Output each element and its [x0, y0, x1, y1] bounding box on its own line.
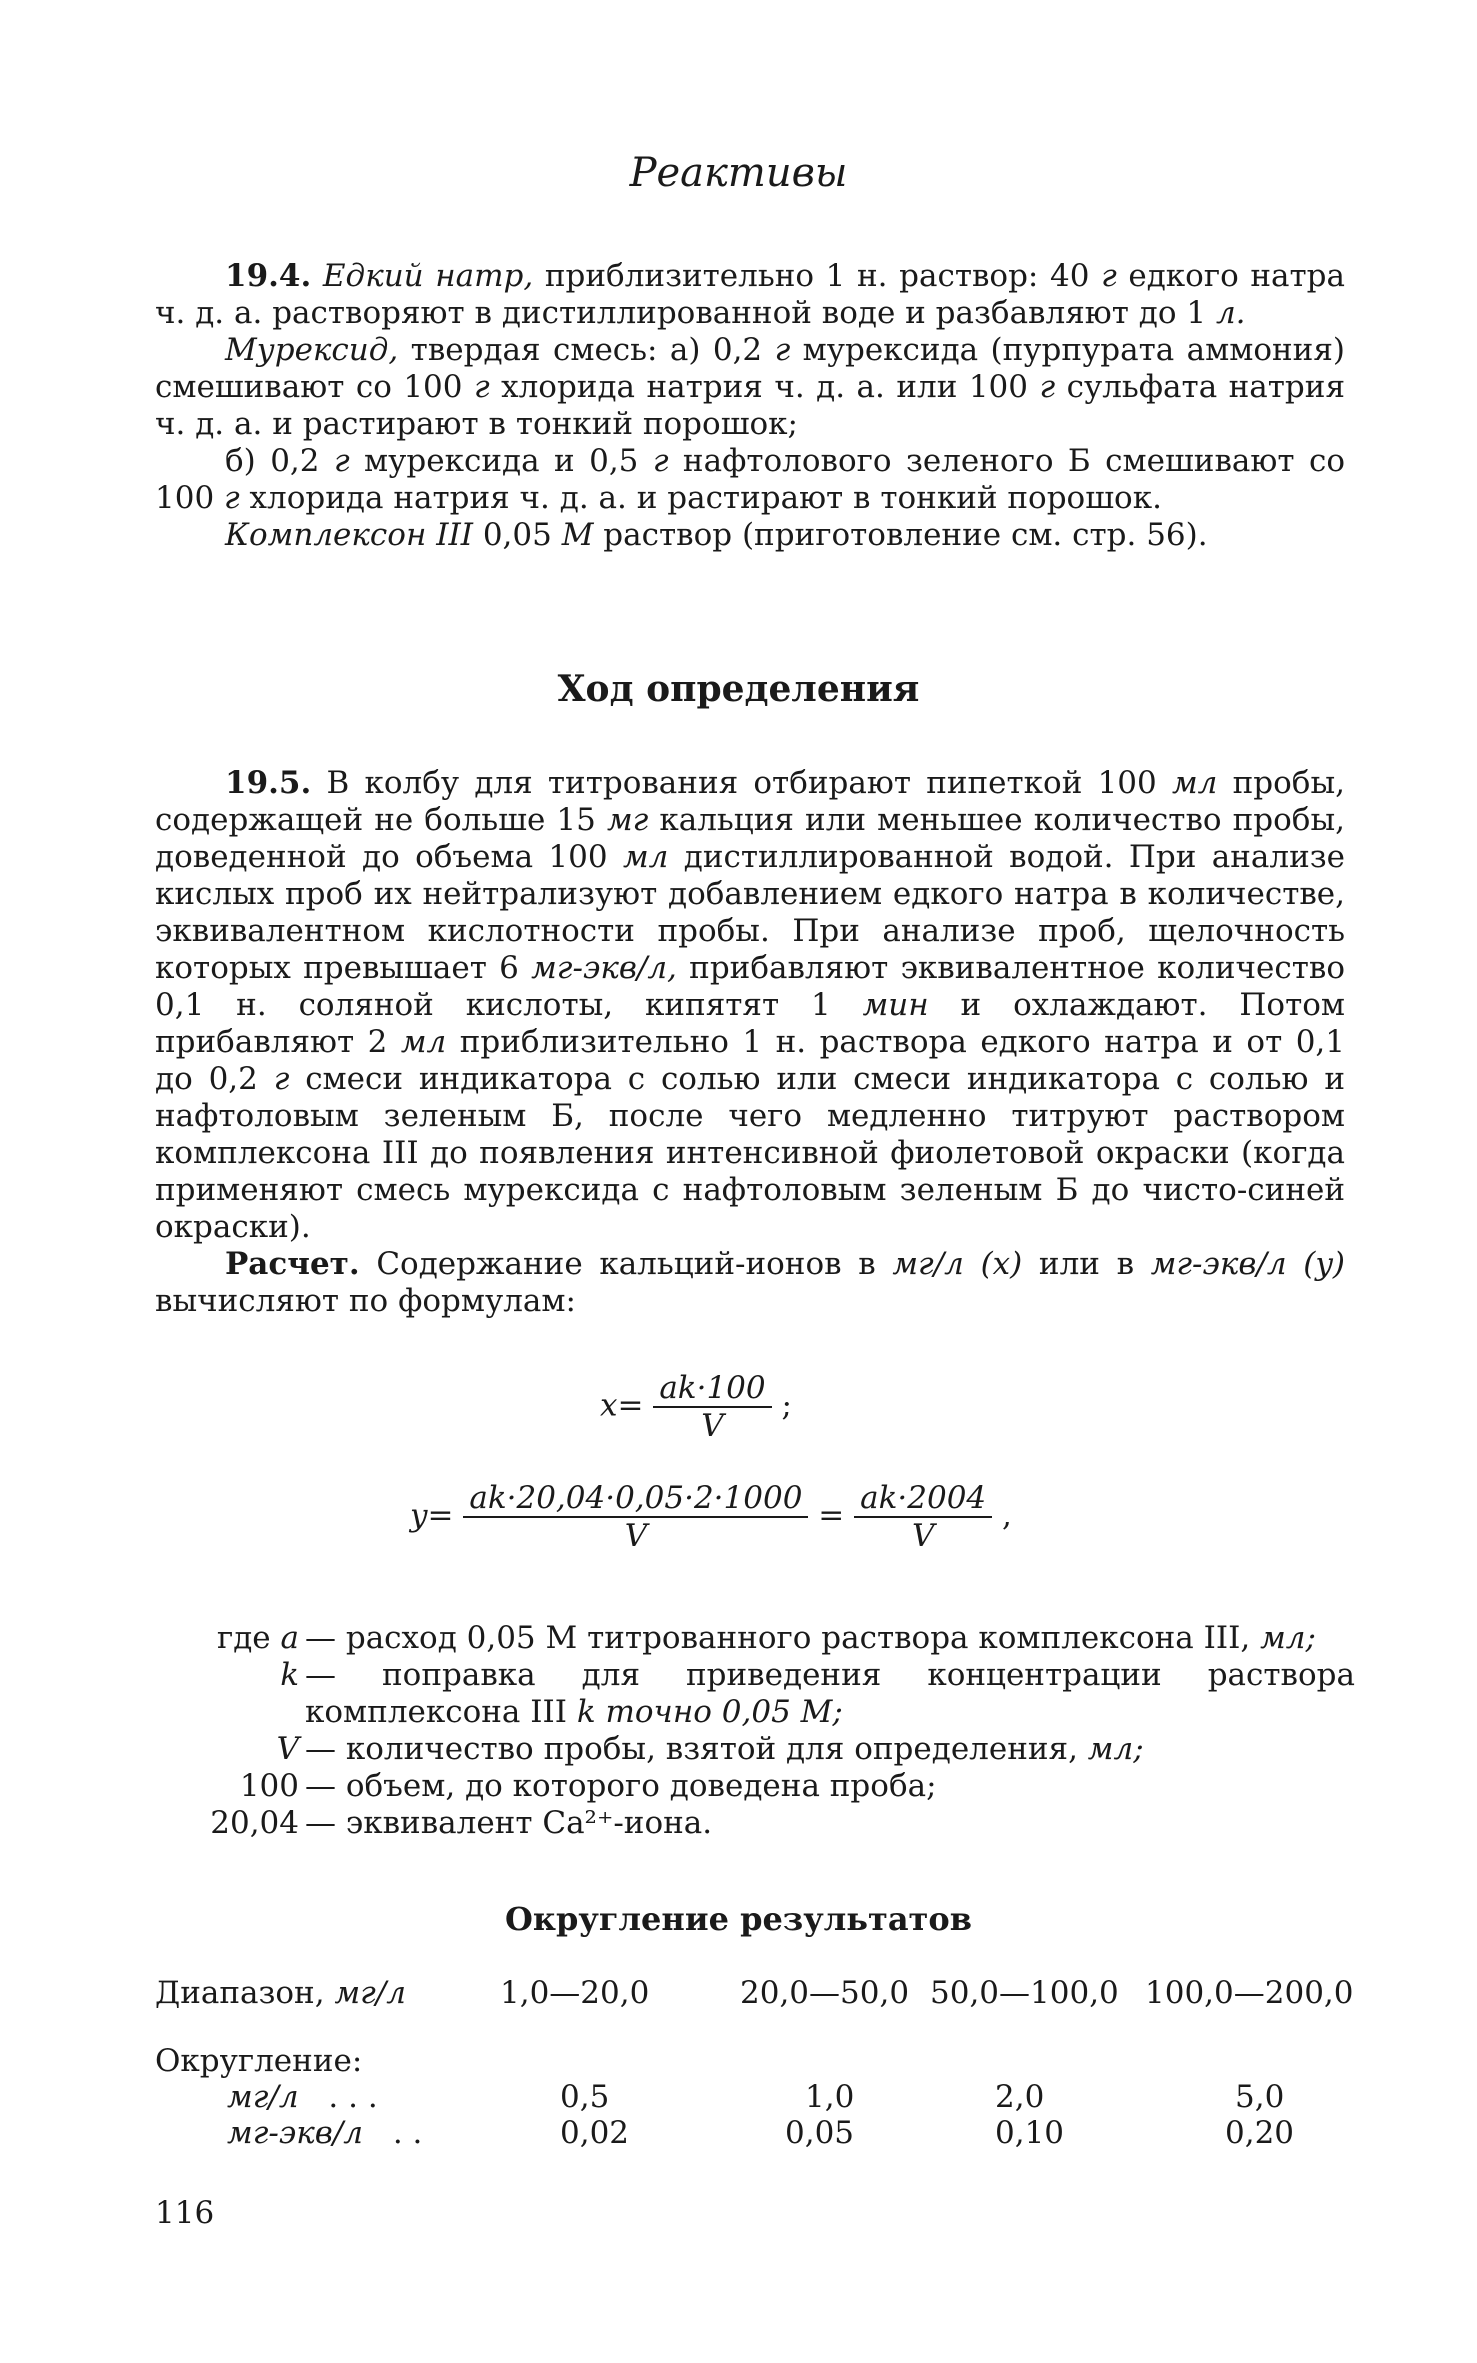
round-cell: 0,02 — [560, 2115, 630, 2151]
text: дистиллированной водой. При анализе кислых проб их нейтрализуют добавлением едкого натра в количестве, эквивалентном кислотности пробы. При анализе проб, щелочность которых превышает 6 — [155, 839, 1345, 986]
text: или в — [1022, 1246, 1151, 1282]
denominator: V — [653, 1406, 771, 1444]
text: сульфата натрия ч. д. а. и растирают в тонкий порошок; — [155, 369, 1345, 442]
legend-row — [155, 1620, 1355, 1657]
range-cell: 1,0—20,0 — [500, 1975, 650, 2011]
text: прибавляют эквивалентное количество 0,1 н. соляной кислоты, кипятят 1 — [155, 950, 1345, 1023]
where-label: где — [216, 1620, 271, 1656]
text: хлорида натрия ч. д. а. или 100 — [489, 369, 1040, 405]
text: хлорида натрия ч. д. а. и растирают в тонкий порошок. — [239, 480, 1162, 516]
reagent-naoh — [155, 258, 1345, 332]
formula-x — [600, 1370, 792, 1444]
round-cell: 0,05 — [785, 2115, 855, 2151]
section-title-procedure: Ход определения — [557, 668, 920, 710]
calc-label: Расчет. — [225, 1246, 360, 1282]
round-cell: 0,5 — [560, 2079, 610, 2115]
round-cell: 2,0 — [995, 2079, 1045, 2115]
symbol: k — [280, 1657, 299, 1693]
legend-desc: — эквивалент Ca²⁺-иона. — [305, 1805, 713, 1841]
unit: мг-экв/л — [227, 2115, 363, 2151]
unit: мл; — [1260, 1620, 1316, 1656]
calculation-paragraph — [155, 1246, 1345, 1320]
fraction — [653, 1370, 771, 1444]
symbol: V — [276, 1731, 299, 1767]
legend-symbol: 20,04 — [210, 1805, 299, 1841]
legend-row — [155, 1805, 1355, 1842]
text: — расход 0,05 М титрованного раствора комплексона III, — [305, 1620, 1261, 1656]
legend-row — [155, 1768, 1355, 1805]
unit: мг-экв/л — [1150, 1246, 1287, 1282]
procedure-text — [155, 765, 1345, 1320]
reagent-name: Едкий натр, — [322, 258, 534, 294]
page-number: 116 — [155, 2195, 215, 2231]
legend-desc: — объем, до которого доведена проба; — [305, 1768, 937, 1804]
formula-lhs: y= — [410, 1497, 454, 1534]
denominator: V — [854, 1516, 992, 1554]
unit: мл — [400, 1024, 447, 1060]
round-cell: 5,0 — [1235, 2079, 1285, 2115]
numerator-text: ak·20,04·0,05·2·1000 — [469, 1480, 803, 1516]
numerator — [653, 1370, 771, 1406]
unit: г — [224, 480, 240, 516]
text: кальция или меньшее количество пробы, доведенной до объема 100 — [155, 802, 1345, 875]
legend-symbol — [155, 1657, 305, 1731]
formula-tail: , — [1002, 1497, 1012, 1534]
text: приблизительно 1 н. раствор: 40 — [533, 258, 1102, 294]
text: мурексида (пурпурата аммония) смешивают со 100 — [155, 332, 1345, 405]
legend-desc — [305, 1731, 1355, 1768]
formula-tail: ; — [781, 1387, 792, 1424]
unit: г — [333, 443, 350, 479]
text: вычисляют по формулам: — [155, 1283, 576, 1319]
numerator — [463, 1480, 808, 1516]
unit: л. — [1215, 295, 1246, 331]
numerator-text: ak·2004 — [860, 1480, 987, 1516]
text: В колбу для титрования отбирают пипеткой 100 — [311, 765, 1172, 801]
text: пробы, содержащей не больше 15 — [155, 765, 1345, 838]
range-cell: 50,0—100,0 — [930, 1975, 1119, 2011]
section-title-rounding: Округление результатов — [505, 1900, 972, 1938]
reagent-name: Мурексид, — [225, 332, 399, 368]
unit: мл; — [1087, 1731, 1144, 1767]
formula-y — [410, 1480, 1012, 1554]
text: мурексида и 0,5 — [349, 443, 653, 479]
rounding-table — [155, 1975, 1355, 2151]
unit: г — [1039, 369, 1056, 405]
unit: М — [561, 517, 594, 553]
fraction — [854, 1480, 992, 1554]
fraction — [463, 1480, 808, 1554]
formula-lhs: x= — [600, 1387, 644, 1424]
round-cell: 0,20 — [1225, 2115, 1295, 2151]
text: приблизительно 1 н. раствора едкого натра и от 0,1 до 0,2 — [155, 1024, 1345, 1097]
legend-symbol — [155, 1731, 305, 1768]
unit: мл — [1171, 765, 1218, 801]
unit: мин — [862, 987, 929, 1023]
numerator-text: ak·100 — [659, 1370, 766, 1406]
text: нафтолового зеленого Б смешивают со 100 — [155, 443, 1345, 516]
symbol: a — [280, 1620, 299, 1656]
round-cell: 1,0 — [805, 2079, 855, 2115]
row-label-mgl — [227, 2079, 378, 2115]
text: твердая смесь: а) 0,2 — [398, 332, 775, 368]
row-label-mgeq — [227, 2115, 422, 2151]
numerator — [854, 1480, 992, 1516]
text: — поправка для приведения концентрации раствора комплексона III — [305, 1657, 1355, 1730]
reagent-name: Комплексон III — [225, 517, 473, 553]
formula-legend — [155, 1620, 1355, 1842]
legend-desc — [305, 1620, 1355, 1657]
legend-symbol: 100 — [239, 1768, 299, 1804]
reagent-murexide — [155, 332, 1345, 443]
unit: мг/л — [892, 1246, 964, 1282]
unit: г — [473, 369, 490, 405]
reagents-text — [155, 258, 1345, 554]
text: — количество пробы, взятой для определения, — [305, 1731, 1088, 1767]
round-cell: 0,10 — [995, 2115, 1065, 2151]
procedure-paragraph — [155, 765, 1345, 1246]
range-cell: 100,0—200,0 — [1145, 1975, 1354, 2011]
unit: г — [273, 1061, 290, 1097]
unit: мг-экв/л, — [531, 950, 677, 986]
range-cell: 20,0—50,0 — [740, 1975, 910, 2011]
unit: мг/л — [334, 1975, 406, 2011]
unit: k точно 0,05 М; — [576, 1694, 843, 1730]
text: б) 0,2 — [225, 443, 334, 479]
text: 0,05 — [472, 517, 562, 553]
equals: = — [818, 1497, 845, 1534]
text: Диапазон, — [155, 1975, 335, 2011]
symbol: (y) — [1286, 1246, 1345, 1282]
text: едкого натра ч. д. а. растворяют в дистиллированной воде и разбавляют до 1 — [155, 258, 1345, 331]
denominator: V — [463, 1516, 808, 1554]
legend-row — [155, 1731, 1355, 1768]
symbol: (x) — [963, 1246, 1023, 1282]
unit: мг/л — [227, 2079, 299, 2115]
item-number: 19.5. — [225, 765, 312, 801]
text: смеси индикатора с солью или смеси индикатора с солью и нафтоловым зеленым Б, после чего медленно титруют раствором комплексона III до появления интенсивной фиолетовой окраски (когда применяют смесь мурексида с нафтоловым зеленым Б до чисто-синей окраски). — [155, 1061, 1345, 1245]
unit: мг — [606, 802, 649, 838]
legend-desc — [305, 1657, 1355, 1731]
rounding-label: Округление: — [155, 2043, 363, 2079]
section-title-reagents: Реактивы — [629, 150, 848, 196]
dots: . . — [392, 2115, 423, 2151]
dots: . . . — [328, 2079, 378, 2115]
unit: г — [652, 443, 669, 479]
text: раствор (приготовление см. стр. 56). — [593, 517, 1208, 553]
text: Содержание кальций-ионов в — [359, 1246, 893, 1282]
unit: мл — [622, 839, 669, 875]
unit: г — [774, 332, 791, 368]
unit: г — [1101, 258, 1117, 294]
item-number: 19.4. — [225, 258, 312, 294]
range-label — [155, 1975, 406, 2011]
text: и охлаждают. Потом прибавляют 2 — [155, 987, 1345, 1060]
legend-row — [155, 1657, 1355, 1731]
legend-symbol — [155, 1620, 305, 1657]
reagent-complexon — [155, 517, 1345, 554]
reagent-murexide-b — [155, 443, 1345, 517]
